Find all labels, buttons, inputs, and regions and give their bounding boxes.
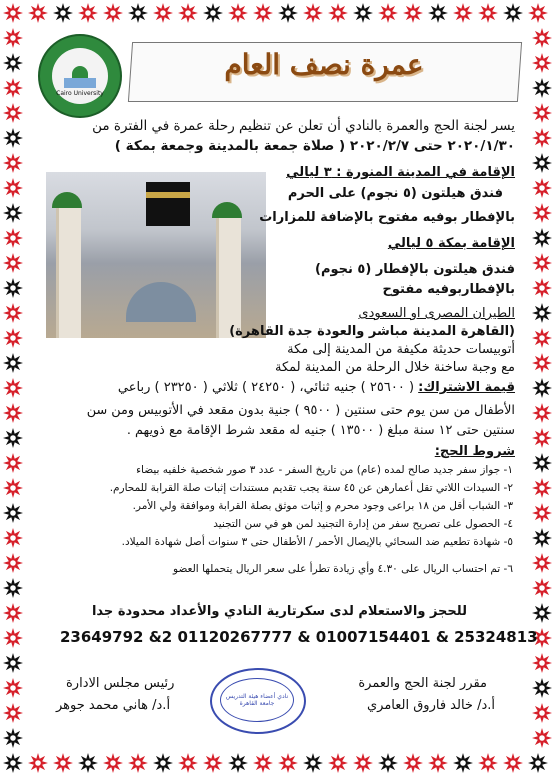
border-flower-icon: [3, 703, 23, 723]
border-flower-icon: [3, 103, 23, 123]
border-flower-icon: [3, 178, 23, 198]
border-flower-icon: [532, 478, 552, 498]
makkah-hotel: فندق هيلتون بالإفطار (٥ نجوم): [315, 262, 515, 277]
dome-icon: [72, 66, 88, 78]
border-flower-icon: [528, 3, 548, 23]
border-flower-icon: [303, 753, 323, 773]
border-flower-icon: [478, 3, 498, 23]
border-flower-icon: [403, 3, 423, 23]
border-flower-icon: [28, 3, 48, 23]
condition-item-1: ١- جواز سفر جديد صالح لمده (عام) من تاريخ السفر - عدد ٣ صور شخصية خلفيه بيضاء: [136, 464, 513, 476]
border-flower-icon: [532, 378, 552, 398]
border-flower-icon: [503, 753, 523, 773]
border-flower-icon: [532, 553, 552, 573]
border-flower-icon: [453, 3, 473, 23]
border-flower-icon: [3, 378, 23, 398]
border-flower-icon: [3, 603, 23, 623]
border-flower-icon: [532, 678, 552, 698]
border-flower-icon: [278, 753, 298, 773]
border-flower-icon: [532, 153, 552, 173]
border-flower-icon: [53, 753, 73, 773]
condition-item-3: ٣- الشباب أقل من ١٨ براعى وجود محرم و إثبات موثق بصلة القرابة وموافقة ولي الأمر.: [132, 500, 513, 512]
makkah-meals: بالإفطاربوفيه مفتوح: [382, 282, 515, 297]
logo-caption: Cairo University: [56, 90, 104, 97]
price-line: [118, 380, 515, 395]
phone-numbers: 23649792 &2 01120267777 & 01007154401 & 25324813: [60, 628, 538, 646]
border-flower-icon: [78, 3, 98, 23]
border-flower-icon: [3, 328, 23, 348]
border-flower-icon: [532, 428, 552, 448]
border-flower-icon: [528, 753, 548, 773]
border-flower-icon: [3, 428, 23, 448]
border-flower-icon: [532, 253, 552, 273]
booking-text: للحجز والاستعلام لدى سكرتارية النادي والأعداد محدودة جدا: [91, 604, 467, 619]
children-line-2: سنتين حتى ١٢ سنة مبلغ ( ١٣٥٠٠ ) جنيه له مقعد شرط الإقامة مع ذويهم .: [126, 423, 515, 438]
border-flower-icon: [532, 203, 552, 223]
kaaba-icon: [146, 182, 190, 226]
border-flower-icon: [532, 28, 552, 48]
border-flower-icon: [3, 278, 23, 298]
border-flower-icon: [532, 403, 552, 423]
border-flower-icon: [253, 3, 273, 23]
border-flower-icon: [532, 53, 552, 73]
price-values: ( ٢٥٦٠٠ ) جنيه ثنائي، ( ٢٤٢٥٠ ) ثلاثي ( ٢٣٢٥٠ ) رباعي: [117, 380, 415, 395]
border-flower-icon: [453, 753, 473, 773]
border-flower-icon: [532, 278, 552, 298]
border-flower-icon: [3, 53, 23, 73]
kaaba-photo: [46, 172, 266, 338]
transport-line-2: أتوبيسات حديثة مكيفة من المدينة إلى مكة: [287, 342, 515, 357]
border-flower-icon: [253, 753, 273, 773]
border-flower-icon: [478, 753, 498, 773]
chairman-name: أ.د/ هاني محمد جوهر: [56, 698, 171, 713]
border-flower-icon: [532, 103, 552, 123]
club-stamp: [210, 668, 306, 734]
chairman-title: رئيس مجلس الادارة: [66, 676, 175, 691]
border-flower-icon: [532, 453, 552, 473]
border-flower-icon: [3, 78, 23, 98]
border-flower-icon: [3, 678, 23, 698]
border-flower-icon: [428, 753, 448, 773]
children-line-1: الأطفال من سن يوم حتى سنتين ( ٩٥٠٠ ) جنية بدون مقعد في الأتوبيس ومن سن: [86, 403, 515, 418]
border-flower-icon: [3, 403, 23, 423]
border-flower-icon: [3, 578, 23, 598]
intro-line-1: يسر لجنة الحج والعمرة بالنادي أن تعلن عن تنظيم رحلة عمرة في الفترة من: [92, 118, 515, 134]
transport-line-1: (القاهرة المدينة مباشر والعودة جدة القاهرة): [229, 324, 515, 339]
border-flower-icon: [428, 3, 448, 23]
border-flower-icon: [532, 603, 552, 623]
border-flower-icon: [3, 528, 23, 548]
border-flower-icon: [3, 753, 23, 773]
border-flower-icon: [3, 228, 23, 248]
border-flower-icon: [532, 353, 552, 373]
border-flower-icon: [532, 653, 552, 673]
madinah-meals: بالإفطار بوفيه مفتوح بالإضافة للمزارات: [259, 210, 515, 225]
border-flower-icon: [353, 3, 373, 23]
border-flower-icon: [228, 3, 248, 23]
border-flower-icon: [3, 128, 23, 148]
border-flower-icon: [532, 703, 552, 723]
conditions-heading: شروط الحج:: [434, 444, 515, 459]
page-title: عمرة نصف العام: [224, 48, 424, 81]
border-flower-icon: [3, 503, 23, 523]
border-flower-icon: [53, 3, 73, 23]
border-flower-icon: [128, 3, 148, 23]
border-flower-icon: [532, 78, 552, 98]
border-flower-icon: [3, 653, 23, 673]
border-flower-icon: [532, 503, 552, 523]
border-flower-icon: [203, 753, 223, 773]
border-flower-icon: [532, 528, 552, 548]
border-flower-icon: [178, 3, 198, 23]
committee-name: أ.د/ خالد فاروق العامري: [366, 698, 495, 713]
transport-heading: الطيران المصرى او السعودى: [358, 306, 515, 321]
border-flower-icon: [532, 228, 552, 248]
border-flower-icon: [103, 3, 123, 23]
condition-item-4: ٤- الحصول على تصريح سفر من إدارة التجنيد لمن هو في سن التجنيد: [213, 518, 513, 530]
border-flower-icon: [403, 753, 423, 773]
border-flower-icon: [378, 753, 398, 773]
makkah-heading: الإقامة بمكة ٥ ليالي: [387, 236, 515, 251]
condition-item-5: ٥- شهادة تطعيم ضد السحائي بالإيصال الأحمر / الأطفال حتى ٣ سنوات أصل شهادة الميلاد.: [121, 536, 513, 548]
border-flower-icon: [103, 753, 123, 773]
border-flower-icon: [353, 753, 373, 773]
border-flower-icon: [3, 453, 23, 473]
border-flower-icon: [3, 203, 23, 223]
border-flower-icon: [3, 153, 23, 173]
transport-line-3: مع وجبة ساخنة خلال الرحلة من المدينة لمكة: [275, 360, 515, 375]
border-flower-icon: [532, 578, 552, 598]
committee-title: مقرر لجنة الحج والعمرة: [358, 676, 487, 691]
border-flower-icon: [228, 753, 248, 773]
border-flower-icon: [203, 3, 223, 23]
border-flower-icon: [532, 728, 552, 748]
madinah-hotel: فندق هيلتون (٥ نجوم) على الحرم: [287, 186, 503, 201]
border-flower-icon: [378, 3, 398, 23]
border-flower-icon: [3, 553, 23, 573]
intro-line-2: ٢٠٢٠/١/٣٠ حتى ٢٠٢٠/٢/٧ ( صلاة جمعة بالمدينة وجمعة بمكة ): [114, 138, 515, 154]
border-flower-icon: [3, 3, 23, 23]
border-flower-icon: [303, 3, 323, 23]
border-flower-icon: [3, 478, 23, 498]
cairo-university-logo: [38, 34, 122, 118]
stamp-text: نادي أعضاء هيئة التدريس جامعة القاهرة: [225, 693, 289, 707]
border-flower-icon: [78, 753, 98, 773]
border-flower-icon: [3, 628, 23, 648]
mosque-dome: [126, 282, 196, 322]
border-flower-icon: [503, 3, 523, 23]
border-flower-icon: [178, 753, 198, 773]
border-flower-icon: [532, 303, 552, 323]
border-flower-icon: [3, 253, 23, 273]
border-flower-icon: [532, 128, 552, 148]
border-flower-icon: [3, 303, 23, 323]
madinah-heading: الإقامة في المدينة المنورة : ٣ ليالي: [286, 165, 515, 180]
border-flower-icon: [3, 353, 23, 373]
border-flower-icon: [532, 328, 552, 348]
border-flower-icon: [128, 753, 148, 773]
border-flower-icon: [28, 753, 48, 773]
border-flower-icon: [328, 753, 348, 773]
border-flower-icon: [153, 3, 173, 23]
border-flower-icon: [532, 178, 552, 198]
border-flower-icon: [153, 753, 173, 773]
price-label: قيمة الاشتراك:: [418, 380, 515, 395]
border-flower-icon: [278, 3, 298, 23]
condition-note: ٦- تم احتساب الريال على ٤.٣٠ وأي زيادة تطرأ على سعر الريال يتحملها العضو: [173, 563, 513, 575]
border-flower-icon: [3, 728, 23, 748]
border-flower-icon: [328, 3, 348, 23]
border-flower-icon: [3, 28, 23, 48]
condition-item-2: ٢- السيدات اللاتي تقل أعمارهن عن ٤٥ سنة يجب تقديم مستندات إثبات صلة القرابة للمحارم.: [109, 482, 513, 494]
